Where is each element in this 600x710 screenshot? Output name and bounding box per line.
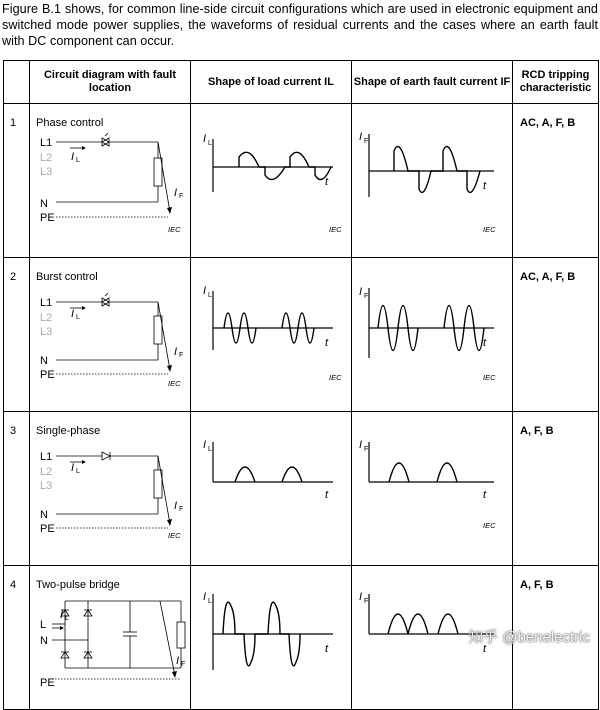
svg-text:t: t	[325, 489, 329, 501]
svg-text:L1: L1	[40, 451, 53, 463]
svg-text:I: I	[359, 439, 363, 451]
svg-text:F: F	[364, 293, 369, 300]
svg-text:t: t	[483, 180, 487, 192]
phase-control-diagram	[30, 104, 191, 244]
earth-current-waveform	[352, 412, 513, 552]
load-current-waveform	[191, 258, 352, 398]
load-current-waveform	[191, 104, 352, 244]
svg-text:PE: PE	[40, 677, 55, 689]
load-current-cell	[191, 258, 352, 412]
svg-text:L: L	[76, 468, 80, 475]
svg-text:I: I	[203, 285, 207, 297]
svg-text:L1: L1	[40, 297, 53, 309]
svg-text:t: t	[483, 489, 487, 501]
burst-control-diagram	[30, 258, 191, 398]
svg-text:F: F	[364, 446, 369, 453]
svg-text:L: L	[208, 598, 212, 605]
svg-text:L2: L2	[40, 152, 53, 164]
circuit-diagram-cell	[30, 104, 191, 258]
row-title: Two-pulse bridge	[36, 579, 120, 591]
svg-text:I: I	[71, 151, 75, 163]
svg-text:I: I	[174, 346, 178, 358]
row-number: 3	[4, 412, 30, 566]
svg-text:t: t	[483, 337, 487, 349]
load-current-cell	[191, 412, 352, 566]
svg-text:PE: PE	[40, 523, 55, 535]
svg-text:L1: L1	[40, 137, 53, 149]
svg-text:F: F	[179, 506, 184, 513]
svg-text:L2: L2	[40, 312, 53, 324]
svg-text:I: I	[203, 591, 207, 603]
earth-current-waveform	[352, 258, 513, 398]
header-earth-current: Shape of earth fault current IF	[352, 61, 513, 104]
svg-text:IEC: IEC	[483, 521, 496, 530]
svg-text:I: I	[174, 187, 178, 199]
header-load-current: Shape of load current IL	[191, 61, 352, 104]
row-title: Burst control	[36, 271, 98, 283]
svg-text:I: I	[176, 655, 180, 667]
svg-text:L: L	[208, 140, 212, 147]
svg-text:IEC: IEC	[168, 531, 181, 540]
svg-text:L: L	[40, 619, 47, 631]
svg-text:t: t	[483, 643, 487, 655]
svg-text:L: L	[65, 615, 69, 622]
svg-text:L2: L2	[40, 466, 53, 478]
svg-text:L3: L3	[40, 326, 53, 338]
svg-text:F: F	[364, 598, 369, 605]
svg-text:N: N	[40, 635, 48, 647]
svg-text:L3: L3	[40, 480, 53, 492]
intro-paragraph: Figure B.1 shows, for common line-side circuit configurations which are used in electronic equipment and switched mode power supplies, the waveforms of residual currents and the cases where an earth fault with DC component can occur.	[2, 2, 598, 48]
load-current-cell	[191, 566, 352, 710]
svg-text:I: I	[359, 286, 363, 298]
svg-text:F: F	[179, 193, 184, 200]
svg-text:F: F	[364, 138, 369, 145]
svg-text:I: I	[71, 308, 75, 320]
svg-text:L: L	[76, 314, 80, 321]
load-current-waveform	[191, 566, 352, 696]
row-title: Single-phase	[36, 425, 101, 437]
svg-text:t: t	[325, 337, 329, 349]
table-row	[4, 258, 599, 412]
svg-text:t: t	[325, 176, 329, 188]
table-row	[4, 412, 599, 566]
svg-text:F: F	[179, 352, 184, 359]
rcd-characteristic: AC, A, F, B	[513, 104, 599, 258]
svg-text:L: L	[76, 157, 80, 164]
two-pulse-bridge-diagram	[30, 566, 191, 696]
svg-text:PE: PE	[40, 369, 55, 381]
svg-text:I: I	[203, 439, 207, 451]
svg-text:I: I	[359, 591, 363, 603]
svg-text:IEC: IEC	[168, 225, 181, 234]
watermark: 知乎 @benelectric	[468, 629, 590, 646]
header-number	[4, 61, 30, 104]
svg-text:L: L	[208, 292, 212, 299]
svg-text:N: N	[40, 355, 48, 367]
svg-text:N: N	[40, 509, 48, 521]
rcd-table	[3, 60, 599, 710]
earth-current-cell	[352, 104, 513, 258]
svg-text:L3: L3	[40, 166, 53, 178]
circuit-diagram-cell	[30, 566, 191, 710]
table-header-row	[4, 61, 599, 104]
svg-text:I: I	[359, 131, 363, 143]
load-current-waveform	[191, 412, 352, 552]
svg-text:IEC: IEC	[329, 373, 342, 382]
svg-text:t: t	[325, 643, 329, 655]
row-title: Phase control	[36, 117, 104, 129]
header-circuit: Circuit diagram with fault location	[30, 61, 191, 104]
rcd-characteristic: AC, A, F, B	[513, 258, 599, 412]
row-number: 1	[4, 104, 30, 258]
earth-current-cell	[352, 412, 513, 566]
svg-text:IEC: IEC	[329, 225, 342, 234]
table-row	[4, 104, 599, 258]
svg-text:F: F	[181, 661, 186, 668]
svg-text:I: I	[60, 609, 64, 621]
svg-text:L: L	[208, 446, 212, 453]
circuit-diagram-cell	[30, 412, 191, 566]
single-phase-diagram	[30, 412, 191, 552]
row-number: 4	[4, 566, 30, 710]
svg-text:N: N	[40, 198, 48, 210]
svg-text:IEC: IEC	[168, 379, 181, 388]
earth-current-cell	[352, 258, 513, 412]
earth-current-waveform	[352, 104, 513, 244]
svg-text:I: I	[203, 133, 207, 145]
rcd-characteristic: A, F, B	[513, 412, 599, 566]
svg-text:I: I	[174, 500, 178, 512]
svg-text:IEC: IEC	[483, 373, 496, 382]
header-rcd: RCD tripping characteristic	[513, 61, 599, 104]
circuit-diagram-cell	[30, 258, 191, 412]
svg-text:IEC: IEC	[483, 225, 496, 234]
load-current-cell	[191, 104, 352, 258]
svg-text:PE: PE	[40, 212, 55, 224]
row-number: 2	[4, 258, 30, 412]
rcd-characteristic: A, F, B	[513, 566, 599, 710]
svg-text:I: I	[71, 462, 75, 474]
